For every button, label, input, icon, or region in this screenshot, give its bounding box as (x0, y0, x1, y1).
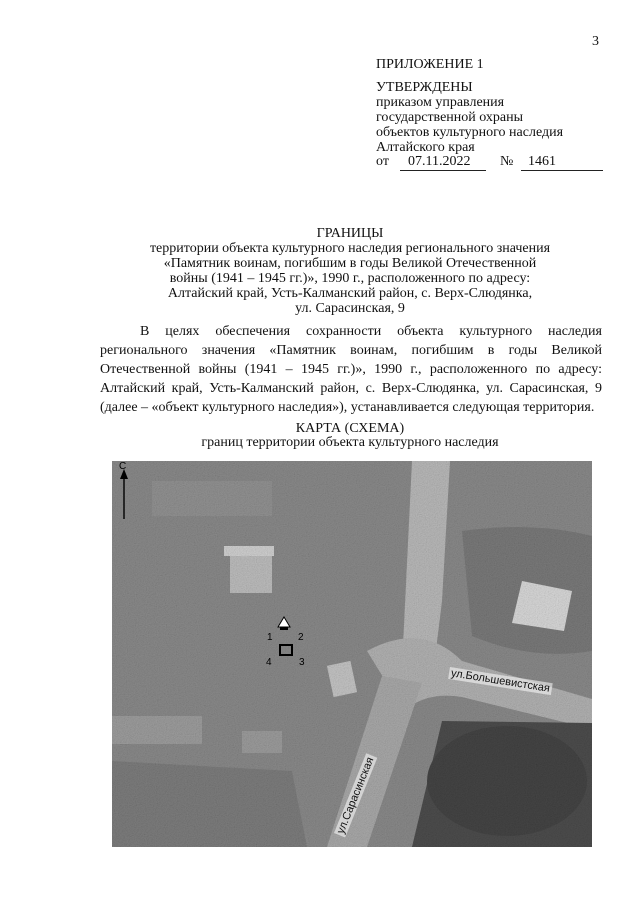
body-text: В целях обеспечения сохранности объекта культурного наследия регионального значения «Памятник воинам, погибшим в годы Великой Отечественной войны (1941 – 1945 гг.)», 1990 г., расположенного по адресу: Алтайский край, Усть-Калманский район, с. Верх-Слюдянка, ул. Сарасинская, 9 (далее – «объект культурного наследия»), устанавливается следующая территория. (100, 324, 602, 415)
order-line-4: Алтайского края (376, 140, 475, 155)
order-line-2: государственной охраны (376, 110, 524, 125)
date-underline (400, 170, 486, 171)
street-label-sarasinskaya: ул.Сарасинская (334, 755, 377, 836)
title-line-2: «Памятник воинам, погибшим в годы Великой Отечественной (163, 256, 537, 271)
number-sign: № (500, 154, 514, 169)
title-heading: ГРАНИЦЫ (316, 226, 384, 241)
approved-label: УТВЕРЖДЕНЫ (376, 80, 473, 95)
point-label-2: 2 (298, 632, 304, 643)
number-underline (521, 170, 603, 171)
street-label-bolshevistskaya: ул.Большевистская (450, 667, 551, 695)
appendix-label: ПРИЛОЖЕНИЕ 1 (376, 57, 484, 72)
point-label-4: 4 (266, 657, 272, 668)
order-date-line (376, 154, 616, 172)
title-line-5: ул. Сарасинская, 9 (295, 301, 405, 316)
order-date: 07.11.2022 (408, 154, 471, 169)
order-number: 1461 (528, 154, 556, 169)
body-paragraph (100, 322, 602, 417)
north-letter: С (119, 461, 127, 472)
map-title (100, 422, 600, 450)
title-line-4: Алтайский край, Усть-Калманский район, с. Верх-Слюдянка, (167, 286, 533, 301)
point-label-1: 1 (267, 632, 273, 643)
date-prefix: от (376, 154, 389, 169)
point-label-3: 3 (299, 657, 305, 668)
title-line-1: территории объекта культурного наследия регионального значения (149, 241, 551, 256)
document-title (100, 226, 600, 316)
page-number: 3 (592, 34, 599, 49)
map-heading: КАРТА (СХЕМА) (295, 421, 405, 436)
boundary-map (112, 461, 592, 847)
title-line-3: войны (1941 – 1945 гг.)», 1990 г., расположенного по адресу: (169, 271, 531, 286)
order-line-1: приказом управления (376, 95, 505, 110)
order-line-3: объектов культурного наследия (376, 125, 564, 140)
approval-block (376, 57, 626, 155)
map-subheading: границ территории объекта культурного наследия (201, 435, 499, 450)
